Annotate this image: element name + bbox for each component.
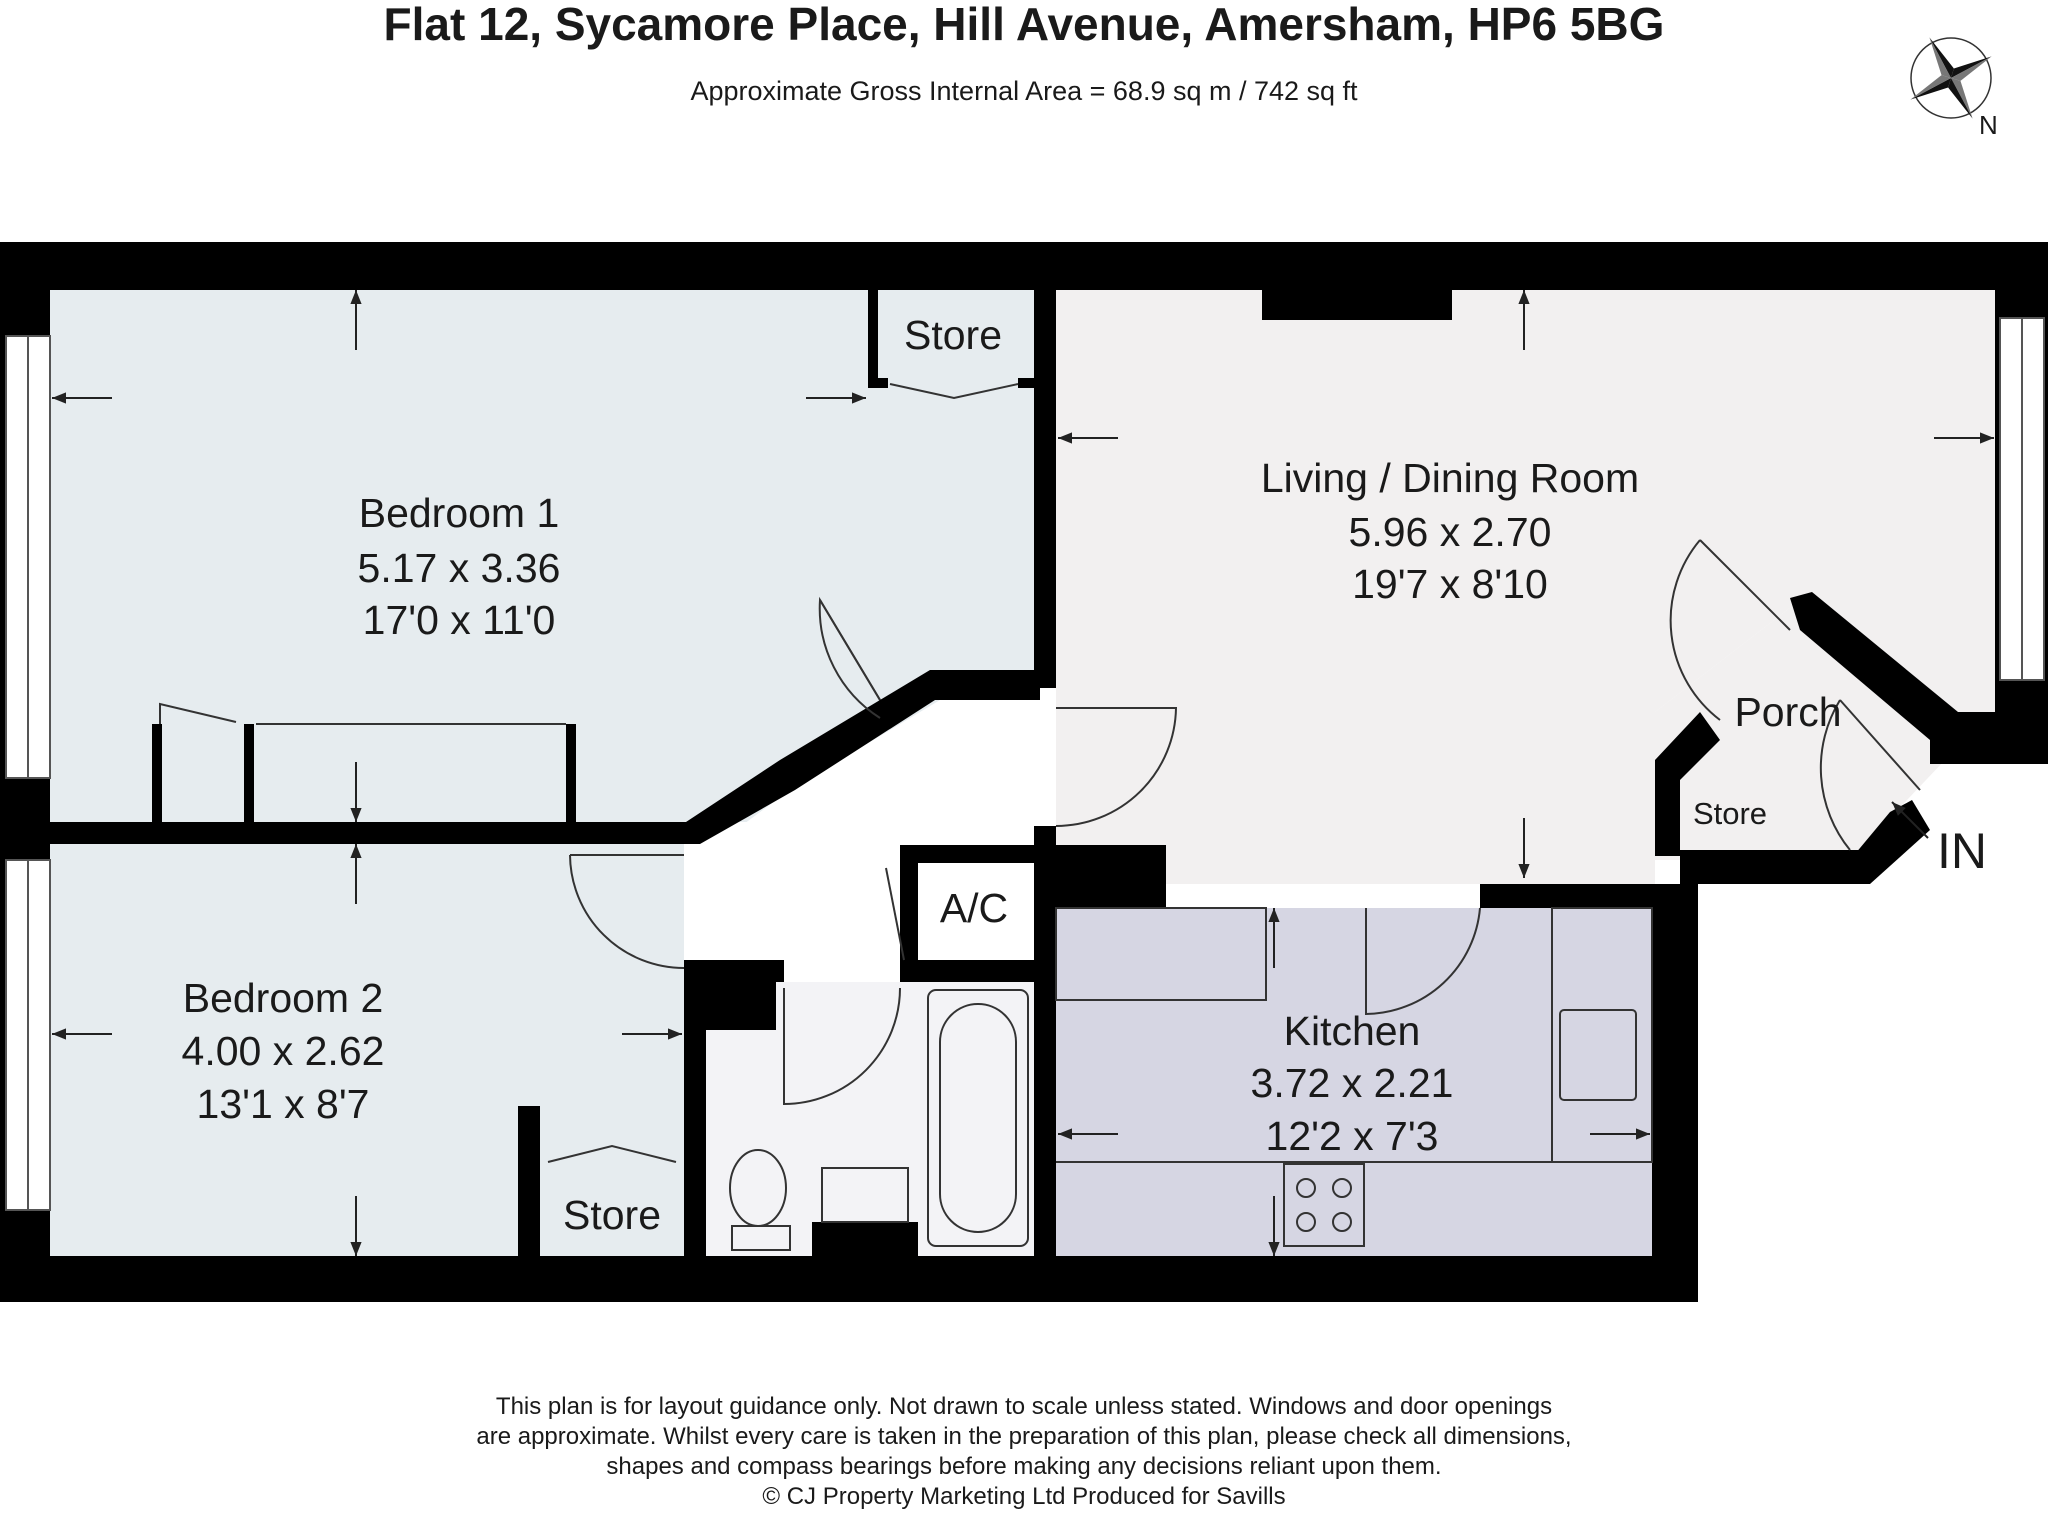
wall-top bbox=[0, 242, 2048, 290]
kitchen-metric: 3.72 x 2.21 bbox=[1250, 1060, 1454, 1106]
wall-window-living-top bbox=[1262, 290, 1452, 320]
bedroom1-imperial: 17'0 x 11'0 bbox=[362, 597, 556, 643]
wall-bed2-store bbox=[518, 1106, 540, 1256]
bedroom1-metric: 5.17 x 3.36 bbox=[357, 545, 561, 591]
wall-store-bed1-bottom-r bbox=[1018, 378, 1038, 388]
wall-right-kitchen bbox=[1652, 884, 1698, 1302]
wall-porch-store bbox=[1680, 850, 1870, 884]
store-bedroom2-label: Store bbox=[563, 1192, 661, 1238]
porch-label: Porch bbox=[1734, 689, 1842, 735]
disclaimer-line: This plan is for layout guidance only. Not drawn to scale unless stated. Windows and door openings bbox=[495, 1393, 1553, 1420]
wall-bath-bottom-block bbox=[812, 1222, 918, 1256]
kitchen-name: Kitchen bbox=[1283, 1008, 1421, 1054]
wall-wardrobe-3 bbox=[566, 724, 576, 822]
wall-wardrobe-2 bbox=[244, 724, 254, 822]
wall-living-left-top bbox=[1034, 290, 1056, 688]
living-room-name: Living / Dining Room bbox=[1260, 455, 1640, 501]
copyright-line: © CJ Property Marketing Ltd Produced for Savills bbox=[762, 1483, 1286, 1510]
wall-hall-bath-block bbox=[706, 982, 776, 1030]
wall-ac-top bbox=[900, 845, 1056, 863]
bedroom2-name: Bedroom 2 bbox=[182, 975, 384, 1021]
wall-living-left-bottom bbox=[1034, 826, 1056, 1256]
entrance-label: IN bbox=[1937, 823, 1987, 879]
disclaimer bbox=[0, 1392, 2048, 1512]
gross-internal-area: Approximate Gross Internal Area = 68.9 sq m / 742 sq ft bbox=[690, 76, 1358, 106]
store-porch-label: Store bbox=[1692, 796, 1768, 831]
wall-wardrobe-1 bbox=[152, 724, 162, 822]
wall-hall-bath-2 bbox=[900, 960, 1056, 982]
wall-living-kitchen bbox=[1056, 884, 1166, 908]
bedroom1-name: Bedroom 1 bbox=[358, 490, 560, 536]
bedroom2-imperial: 13'1 x 8'7 bbox=[196, 1081, 370, 1127]
wall-store-bed1-left bbox=[868, 290, 878, 384]
wall-living-kitchen-3 bbox=[1160, 845, 1166, 884]
living-room-metric: 5.96 x 2.70 bbox=[1348, 509, 1552, 555]
compass-icon bbox=[1889, 16, 2013, 140]
store-bedroom1-label: Store bbox=[904, 312, 1002, 358]
wall-living-kitchen-2 bbox=[1480, 884, 1690, 908]
kitchen-imperial: 12'2 x 7'3 bbox=[1265, 1113, 1439, 1159]
ac-label: A/C bbox=[939, 885, 1009, 931]
compass-north-label: N bbox=[1979, 110, 1998, 140]
living-room-imperial: 19'7 x 8'10 bbox=[1352, 561, 1548, 607]
wall-store-bed1-bottom-l bbox=[868, 378, 888, 388]
wall-bed1-bed2 bbox=[0, 822, 690, 844]
wall-bed2-right bbox=[684, 960, 706, 1256]
wall-bottom bbox=[0, 1256, 1698, 1302]
property-address-title: Flat 12, Sycamore Place, Hill Avenue, Amersham, HP6 5BG bbox=[383, 0, 1665, 50]
wall-hall-bath bbox=[684, 960, 784, 982]
disclaimer-line: are approximate. Whilst every care is taken in the preparation of this plan, please check all dimensions, bbox=[476, 1423, 1572, 1450]
bedroom2-metric: 4.00 x 2.62 bbox=[181, 1028, 385, 1074]
disclaimer-line: shapes and compass bearings before making any decisions reliant upon them. bbox=[606, 1453, 1442, 1480]
